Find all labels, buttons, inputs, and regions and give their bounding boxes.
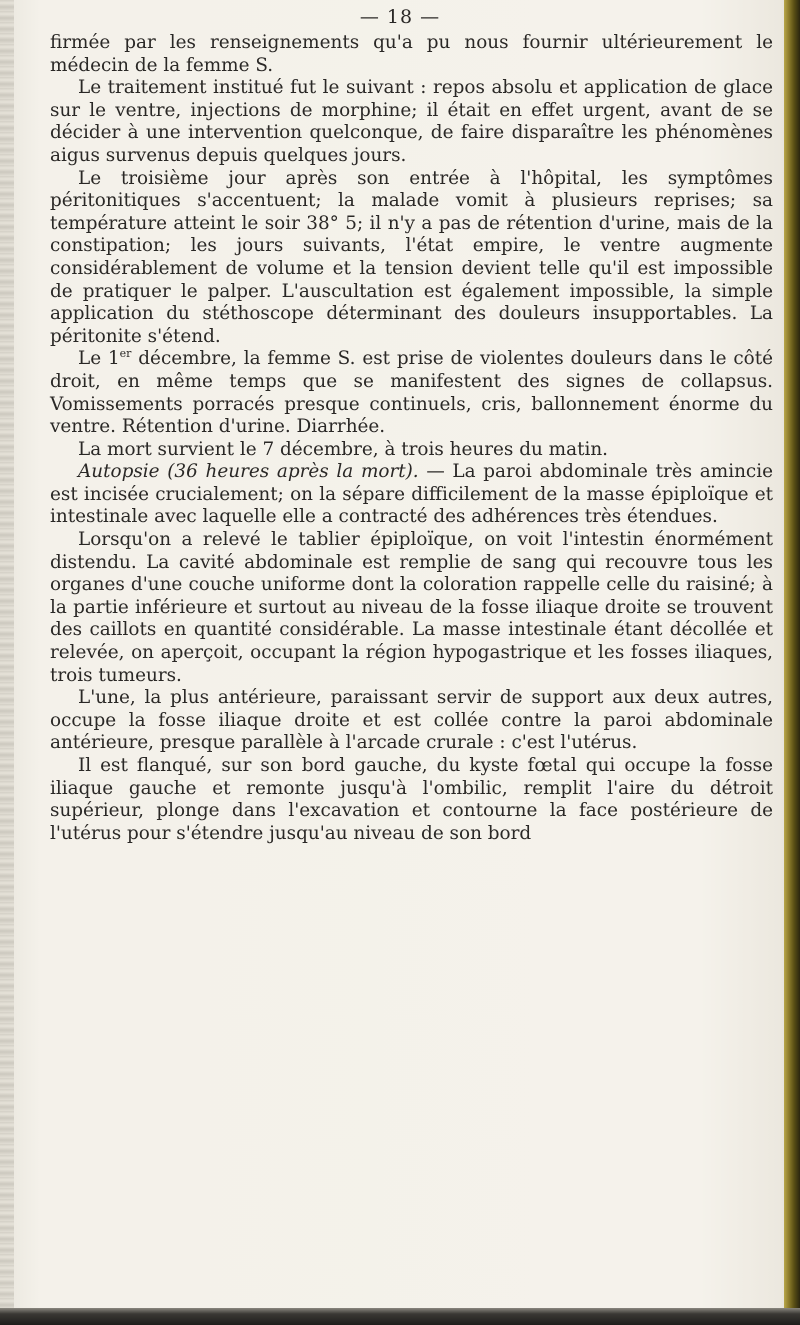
paragraph-4 [50,348,773,438]
paragraph-4-text: décembre, la femme S. est prise de violentes douleurs dans le côté droit, en même temps que se manifestent des signes de collapsus. Vomissements porracés presque continuels, cris, ballonnement énorme du ventre. Rétention d'urine. Diarrhée. [50,348,773,438]
paragraph-5: La mort survient le 7 décembre, à trois heures du matin. [78,438,609,460]
page-number: — 18 — [359,6,441,28]
ordinal-superscript: er [119,347,132,361]
autopsy-heading: Autopsie (36 heures après la mort). [78,461,419,483]
body-text [50,32,773,845]
paragraph-6 [50,461,773,529]
paragraph-6-text: — La paroi abdominale très amincie est incisée crucialement; on la sépare difficilement de la masse épiploïque et intestinale avec laquelle elle a contracté des adhérences très étendues. [50,461,773,528]
paragraph-3: Le troisième jour après son entrée à l'hôpital, les symptômes péritonitiques s'accentuent; la malade vomit à plusieurs reprises; sa température atteint le soir 38° 5; il n'y a pas de rétention d'urine, mais de la constipation; les jours suivants, l'état empire, le ventre augmente considérablement de volume et la tension devient telle qu'il est impossible de pratiquer le palper. L'auscultation est également impossible, la simple application du stéthoscope déterminant des douleurs insupportables. La péritonite s'étend. [50,167,773,347]
paragraph-8: L'une, la plus antérieure, paraissant servir de support aux deux autres, occupe la fosse iliaque droite et est collée contre la paroi abdominale antérieure, presque parallèle à l'arcade crurale : c'est l'utérus. [50,687,773,754]
paragraph-9: Il est flanqué, sur son bord gauche, du kyste fœtal qui occupe la fosse iliaque gauche et remonte jusqu'à l'ombilic, remplit l'aire du détroit supérieur, plonge dans l'excavation et contourne la face postérieure de l'utérus pour s'étendre jusqu'au niveau de son bord [50,755,773,844]
page-bottom-edge [0,1308,800,1325]
page-right-edge-binding [784,0,800,1325]
page-left-edge-shadow [0,0,14,1325]
paragraph-4-lead: Le 1 [78,348,120,370]
paragraph-2: Le traitement institué fut le suivant : repos absolu et application de glace sur le ventre, injections de morphine; il était en effet urgent, avant de se décider à une intervention quelconque, de faire disparaître les phénomènes aigus survenus depuis quelques jours. [50,77,773,166]
paragraph-7: Lorsqu'on a relevé le tablier épiploïque, on voit l'intestin énormément distendu. La cavité abdominale est remplie de sang qui recouvre tous les organes d'une couche uniforme dont la coloration rappelle celle du raisiné; à la partie inférieure et surtout au niveau de la fosse iliaque droite se trouvent des caillots en quantité considérable. La masse intestinale étant décollée et relevée, on aperçoit, occupant la région hypogastrique et les fosses iliaques, trois tumeurs. [50,529,773,686]
paragraph-1: firmée par les renseignements qu'a pu nous fournir ultérieurement le médecin de la femme S. [50,32,773,76]
